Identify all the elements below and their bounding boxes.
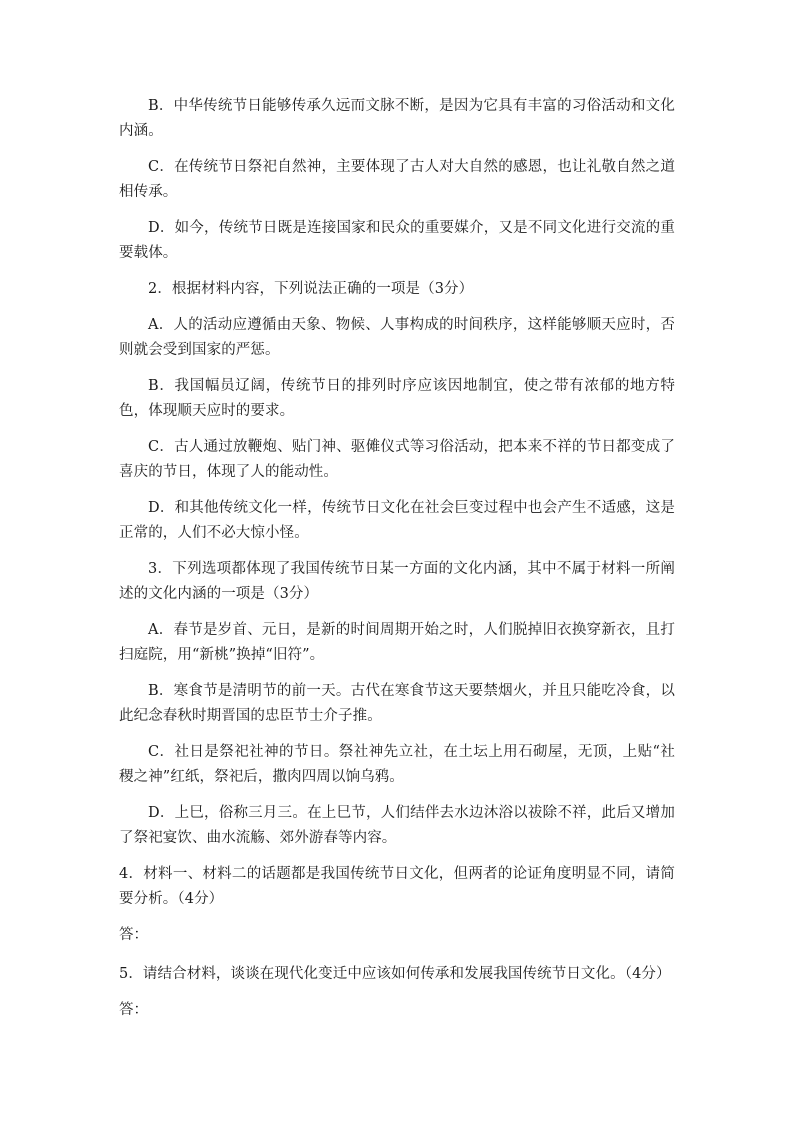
q1-option-d: D．如今，传统节日既是连接国家和民众的重要媒介，又是不同文化进行交流的重要载体。 <box>119 220 675 261</box>
q3-option-c: C．社日是祭祀社神的节日。祭社神先立社，在土坛上用石砌屋，无顶，上贴“社稷之神”红纸，祭祀后，撒肉四周以饷乌鸦。 <box>119 744 675 785</box>
q5-answer-label: 答： <box>119 1002 148 1018</box>
q2-option-d: D．和其他传统文化一样，传统节日文化在社会巨变过程中也会产生不适感，这是正常的，人们不必大惊小怪。 <box>119 500 675 541</box>
q3-stem: 3．下列选项都体现了我国传统节日某一方面的文化内涵，其中不属于材料一所阐述的文化内涵的一项是（3分） <box>119 561 675 602</box>
question-content <box>119 94 675 1037</box>
q4-answer-label: 答： <box>119 927 148 943</box>
q4-stem: 4．材料一、材料二的话题都是我国传统节日文化，但两者的论证角度明显不同，请简要分析。（4分） <box>119 866 675 907</box>
q3-option-d: D．上巳，俗称三月三。在上巳节，人们结伴去水边沐浴以祓除不祥，此后又增加了祭祀宴饮、曲水流觞、郊外游春等内容。 <box>119 805 675 846</box>
q3-option-a: A．春节是岁首、元日，是新的时间周期开始之时，人们脱掉旧衣换穿新衣，且打扫庭院，用“新桃”换掉“旧符”。 <box>119 622 675 663</box>
q1-option-c: C．在传统节日祭祀自然神，主要体现了古人对大自然的感恩，也让礼敬自然之道相传承。 <box>119 159 675 200</box>
q3-option-b: B．寒食节是清明节的前一天。古代在寒食节这天要禁烟火，并且只能吃冷食，以此纪念春秋时期晋国的忠臣节士介子推。 <box>119 683 675 724</box>
q1-option-b: B．中华传统节日能够传承久远而文脉不断，是因为它具有丰富的习俗活动和文化内涵。 <box>119 98 675 139</box>
q2-stem: 2．根据材料内容，下列说法正确的一项是（3分） <box>148 281 474 297</box>
q5-stem: 5．请结合材料，谈谈在现代化变迁中应该如何传承和发展我国传统节日文化。（4分） <box>119 966 671 982</box>
q2-option-a: A．人的活动应遵循由天象、物候、人事构成的时间秩序，这样能够顺天应时，否则就会受到国家的严惩。 <box>119 317 675 358</box>
q2-option-c: C．古人通过放鞭炮、贴门神、驱傩仪式等习俗活动，把本来不祥的节日都变成了喜庆的节日，体现了人的能动性。 <box>119 439 675 480</box>
q2-option-b: B．我国幅员辽阔，传统节日的排列时序应该因地制宜，使之带有浓郁的地方特色，体现顺天应时的要求。 <box>119 378 675 419</box>
